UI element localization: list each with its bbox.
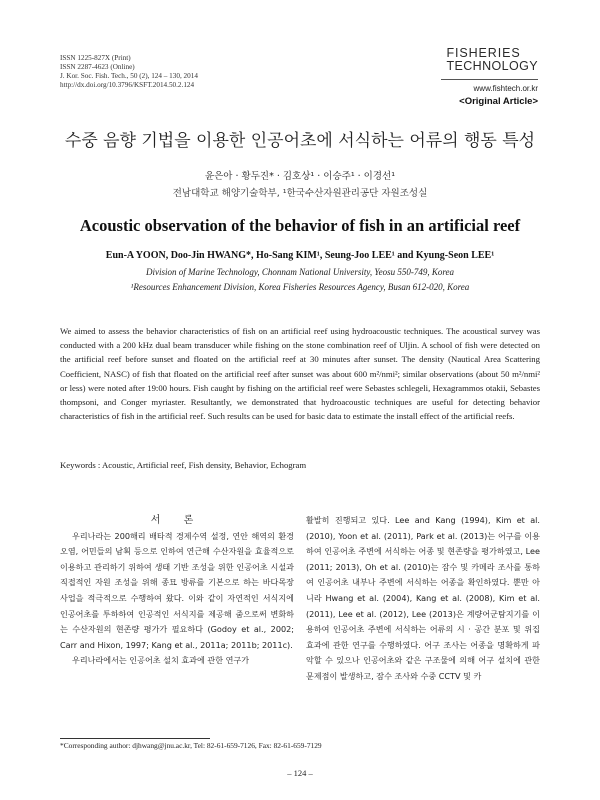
journal-url[interactable]: www.fishtech.or.kr [473, 84, 538, 93]
issn-print: ISSN 1225-827X (Print) [60, 54, 131, 62]
page-number: – 124 – [287, 768, 313, 778]
affiliation-english-1: Division of Marine Technology, Chonnam National University, Yeosu 550-749, Korea [146, 267, 454, 277]
logo-line-fisheries: FISHERIES [446, 46, 521, 60]
authors-korean: 윤은아 · 황두진* · 김호상¹ · 이승주¹ · 이경선¹ [204, 171, 396, 182]
paragraph: 우리나라에서는 인공어초 설치 효과에 관한 연구가 [72, 655, 250, 666]
section-heading-introduction: 서 론 [150, 515, 204, 526]
citation: J. Kor. Soc. Fish. Tech., 50 (2), 124 – 130, 2014 [60, 72, 198, 80]
paragraph: 우리나라는 200해리 배타적 경제수역 설정, 연안 해역의 환경오염, 어민들의 남획 등으로 인하여 연근해 수산자원을 효율적으로 이용하고 관리하기 위하여 생태 기반 조성을 위한 인공어초 시설과 직접적인 자원 조성을 위해 종묘 방류를 기본으로 하는 바다목장 사업을 적극적으로 수행하여 왔다. 이와 같이 자연적인 서식지에 인공어초를 투하하여 인공적인 서식지를 제공해 줌으로써 변화하는 수산자원의 현존량 평가가 필요하다 (Godoy et al., 2002; Carr and Hixon, 1997; Kang et al., 2011a; 2011b; 2011c). [60, 530, 294, 650]
doi-link[interactable]: http://dx.doi.org/10.3796/KSFT.2014.50.2.124 [60, 81, 195, 89]
paragraph: 활발히 진행되고 있다. Lee and Kang (1994), Kim et al. (2010), Yoon et al. (2011), Park et al. (2013)는 어구를 이용하여 인공어초 주변에 서식하는 어종 및 현존량을 평가하였고, Lee (2011; 2013), Oh et al. (2010)는 잠수 및 카메라 조사를 통하여 인공어초 내부나 주변에 서식하는 어종을 확인하였다. 뿐만 아니라 Hwang et al. (2004), Kang et al. (2008), Kim et al. (2011), Lee et al. (2012), Lee (2013)은 계량어군탐지기를 이용하여 인공어초 주변에 서식하는 어류의 시 · 공간 분포 및 위집 효과에 관한 연구를 수행하였다. 어구 조사는 어종을 명확하게 파악할 수 있으나 인공어초와 같은 구조물에 의해 어구 설치에 관한 문제점이 발생하고, 잠수 조사와 수중 CCTV 및 카 [306, 515, 540, 681]
abstract: We aimed to assess the behavior characteristics of fish on an artificial reef using hydroacoustic techniques. The acoustical survey was conducted with a 200 kHz dual beam transducer while fishing on the stone combination reef of Uljin. A school of fish were detected on the artificial reef before sunset and floated on the artificial reef at 30 minutes after sunset. The density (Nautical Area Scattering Coefficient, NASC) of fish that floated on the artificial reef after sunset was about 600 m²/nmi²; similar observations (about 50 m²/nmi² or less) were noted after 19:00 hours. Fish caught by fishing on the artificial reef were Sebastes schlegeli, Hexagrammos otakii, Sebastes thompsoni, and Conger myriaster. Resultantly, we demonstrated that hydroacoustic techniques are useful for detecting behavior characteristics of fish in the artificial reef. Such results can be used for basic data to estimate the install effect of the artificial reefs. [60, 326, 540, 422]
corresponding-author-footnote: *Corresponding author: djhwang@jnu.ac.kr, Tel: 82-61-659-7126, Fax: 82-61-659-7129 [60, 741, 322, 750]
body-column-right [306, 513, 540, 685]
journal-logo [441, 46, 538, 107]
journal-meta [60, 54, 198, 90]
body-column-left [60, 513, 294, 669]
logo-divider [441, 79, 538, 80]
affiliation-korean: 전남대학교 해양기술학부, ¹한국수산자원관리공단 자원조성실 [172, 188, 428, 199]
authors-english: Eun-A YOON, Doo-Jin HWANG*, Ho-Sang KIM¹, Seung-Joo LEE¹ and Kyung-Seon LEE¹ [105, 250, 495, 261]
article-type-label: <Original Article> [459, 96, 538, 107]
logo-line-technology: TECHNOLOGY [446, 59, 538, 73]
title-english: Acoustic observation of the behavior of fish in an artificial reef [79, 216, 521, 235]
keywords: Keywords : Acoustic, Artificial reef, Fish density, Behavior, Echogram [60, 460, 307, 470]
affiliation-english-2: ¹Resources Enhancement Division, Korea Fisheries Resources Agency, Busan 612-020, Korea [130, 282, 470, 292]
issn-online: ISSN 2287-4623 (Online) [60, 63, 135, 71]
title-korean: 수중 음향 기법을 이용한 인공어초에 서식하는 어류의 행동 특성 [64, 131, 536, 151]
footnote-divider [60, 738, 210, 739]
